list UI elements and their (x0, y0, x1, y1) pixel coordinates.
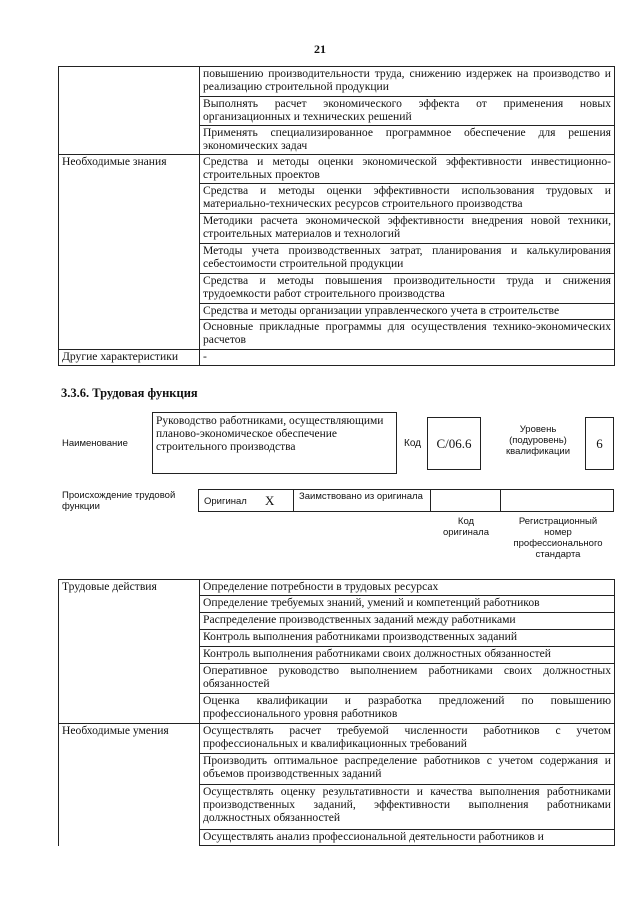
table-cell: Контроль выполнения работниками своих должностных обязанностей (200, 647, 615, 664)
table-cell: Контроль выполнения работниками производственных заданий (200, 630, 615, 647)
function-name-box (152, 412, 397, 474)
section-title: 3.3.6. Трудовая функция (61, 386, 198, 400)
original-code-cell (430, 489, 501, 512)
table-label-cell (59, 184, 200, 214)
table-label-cell (59, 274, 200, 304)
function-code-box (427, 417, 481, 470)
table-label-cell (59, 694, 200, 724)
page-number: 21 (314, 42, 326, 56)
code-caption: Код оригинала (442, 516, 489, 538)
table-cell: Средства и методы повышения производительности труда и снижения трудоемкости работ строительного производства (200, 274, 615, 304)
origin-label: Происхождение трудовой функции (62, 490, 176, 512)
table-label-cell (59, 244, 200, 274)
table-label-cell (59, 630, 200, 647)
level-label: Уровень (подуровень) квалификации (505, 424, 571, 457)
table-cell: Осуществлять анализ профессиональной деятельности работников и (200, 830, 615, 846)
registration-caption: Регистрационный номер профессионального стандарта (513, 516, 603, 560)
knowledge-label: Необходимые знания (59, 155, 200, 184)
table-cell: Определение потребности в трудовых ресурсах (200, 580, 615, 596)
table-cell: Оперативное руководство выполнением работниками своих должностных обязанностей (200, 664, 615, 694)
table-label-cell (59, 126, 200, 155)
table-cell: Распределение производственных заданий между работниками (200, 613, 615, 630)
other-characteristics-label: Другие характеристики (59, 350, 200, 366)
table-label-cell (59, 67, 200, 97)
actions-label: Трудовые действия (59, 580, 200, 596)
table-label-cell (59, 754, 200, 785)
table-label-cell (59, 304, 200, 320)
table-cell: Основные прикладные программы для осуществления технико-экономических расчетов (200, 320, 615, 350)
table-cell: Применять специализированное программное обеспечение для решения экономических задач (200, 126, 615, 155)
table-label-cell (59, 664, 200, 694)
table-cell: Средства и методы оценки экономической эффективности инвестиционно-строительных проектов (200, 155, 615, 184)
table-cell: Выполнять расчет экономического эффекта от применения новых организационных и технических решений (200, 97, 615, 126)
original-mark: X (265, 493, 275, 508)
skills-label: Необходимые умения (59, 724, 200, 754)
function-name: Руководство работниками, осуществляющими планово-экономическое обеспечение строительного производства (156, 415, 384, 453)
table-cell: - (200, 350, 615, 366)
table-cell: Средства и методы организации управленческого учета в строительстве (200, 304, 615, 320)
table-cell: Производить оптимальное распределение работников с учетом содержания и объемов производственных заданий (200, 754, 615, 785)
registration-number-cell (500, 489, 614, 512)
code-label: Код (404, 438, 422, 449)
table-label-cell (59, 613, 200, 630)
table-cell: Осуществлять расчет требуемой численности работников с учетом профессиональных и квалификационных требований (200, 724, 615, 754)
borrowed-label: Заимствовано из оригинала (299, 491, 423, 502)
table-cell: Средства и методы оценки эффективности использования трудовых и материально-технических ресурсов строительного производства (200, 184, 615, 214)
table-cell: Оценка квалификации и разработка предложений по повышению профессионального уровня работников (200, 694, 615, 724)
table-label-cell (59, 596, 200, 613)
table-label-cell (59, 647, 200, 664)
table-label-cell (59, 97, 200, 126)
knowledge-table (58, 66, 615, 366)
original-label: Оригинал (204, 496, 247, 507)
borrowed-cell (293, 489, 431, 512)
table-cell: Методы учета производственных затрат, планирования и калькулирования себестоимости строительной продукции (200, 244, 615, 274)
table-cell: Осуществлять оценку результативности и качества выполнения работниками производственных заданий, эффективности выполнения работниками должностных обязанностей (200, 785, 615, 830)
table-label-cell (59, 785, 200, 830)
name-label: Наименование (62, 438, 128, 449)
actions-table (58, 579, 615, 846)
table-label-cell (59, 214, 200, 244)
table-cell: Определение требуемых знаний, умений и компетенций работников (200, 596, 615, 613)
level-box (585, 417, 614, 470)
table-label-cell (59, 830, 200, 846)
table-label-cell (59, 320, 200, 350)
original-cell (198, 489, 294, 512)
table-cell: Методики расчета экономической эффективности внедрения новой техники, строительных материалов и технологий (200, 214, 615, 244)
table-cell: повышению производительности труда, снижению издержек на производство и реализацию строительной продукции (200, 67, 615, 97)
level-value: 6 (596, 436, 603, 451)
function-code: С/06.6 (436, 436, 472, 451)
